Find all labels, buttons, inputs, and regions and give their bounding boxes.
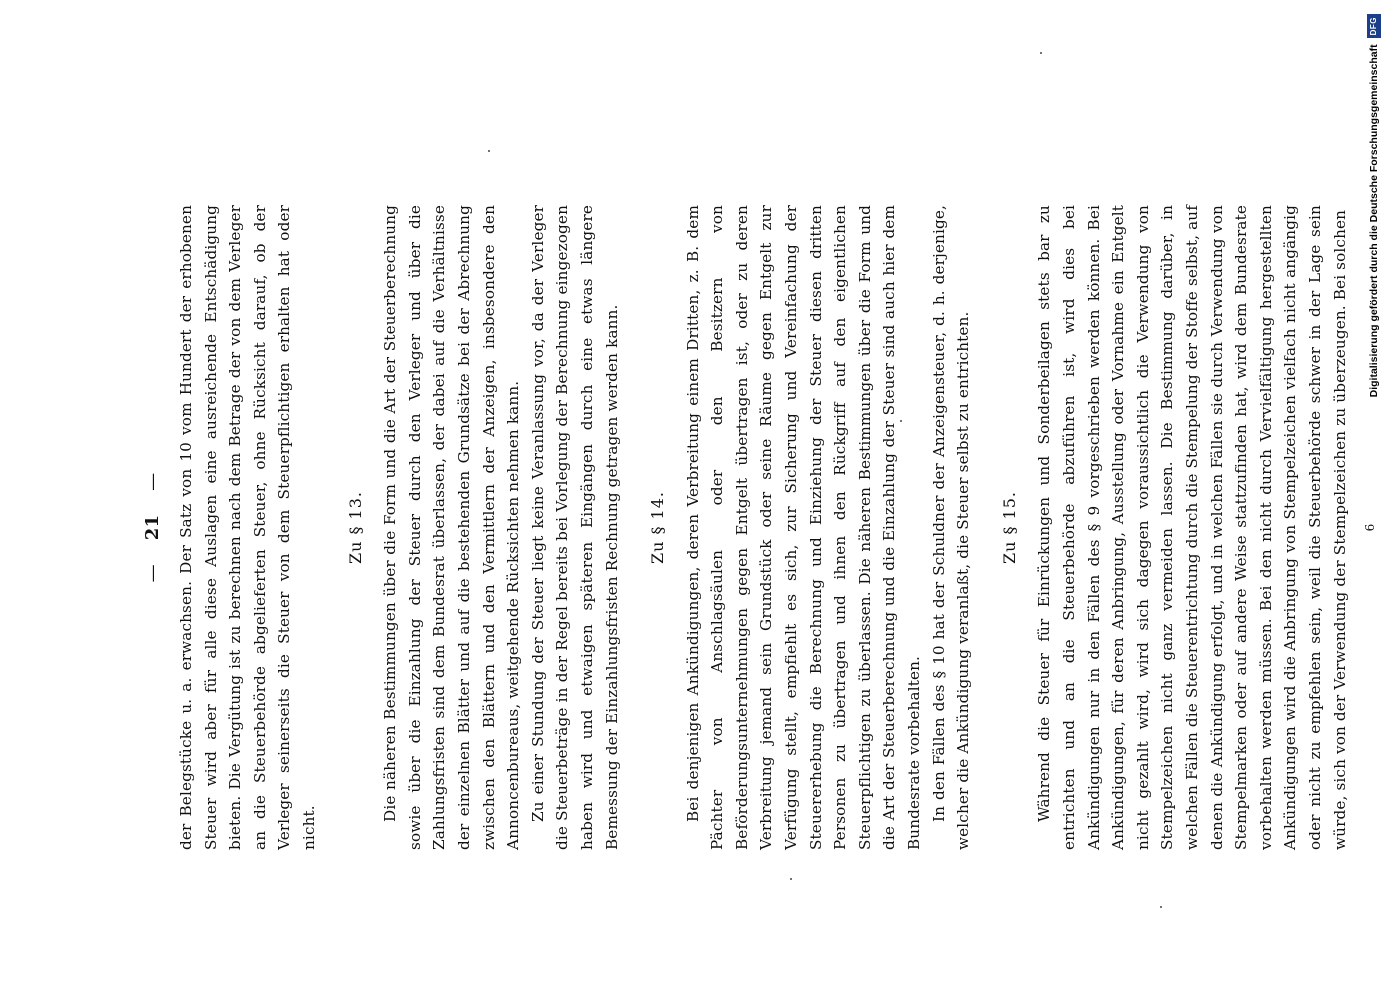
section-13-paragraph-1: Die näheren Bestimmungen über die Form und die Art der Steuerberechnung sowie über die Einzahlung der Steuer durch den Verleger und über die Zahlungsfristen sind dem Bundesrat überlassen, der dabei auf die Verhältnisse der einzelnen Blätter und auf die bestehenden Grundsätze bei der Abrechnung zwischen den Blättern und den Vermittlern der Anzeigen, insbesondere den Annoncenbureaus, weitgehende Rücksichten nehmen kann. <box>381 205 523 850</box>
scan-speck <box>488 150 490 152</box>
section-13-paragraph-2: Zu einer Stundung der Steuer liegt keine Veranlassung vor, da der Verleger die Steuerbeträge in der Regel bereits bei Vorlegung der Berechnung eingezogen haben wird und etwaigen späteren Eingängen durch eine etwas längere Bemessung der Einzahlungsfristen Rechnung getragen werden kann. <box>528 205 621 850</box>
section-heading-15: Zu § 15. <box>999 490 1019 565</box>
section-14-paragraph-1: Bei denjenigen Ankündigungen, deren Verbreitung einem Dritten, z. B. dem Pächter von Anschlagsäulen oder den Besitzern von Beförderungsunternehmungen gegen Entgelt übertragen ist, oder zu deren Verbreitung jemand sein Grundstück oder seine Räume gegen Entgelt zur Verfügung stellt, empfiehlt es sich, zur Sicherung und Vereinfachung der Steuererhebung die Berechnung und Einziehung der Steuer diesen dritten Personen zu übertragen und ihnen den Rückgriff auf den eigentlichen Steuerpflichtigen zu überlassen. Die näheren Bestimmungen über die Form und die Art der Steuerberechnung und die Einzahlung der Steuer sind auch hier dem Bundesrate vorbehalten. <box>683 205 924 850</box>
section-heading-13: Zu § 13. <box>345 490 365 565</box>
scan-speck <box>1160 906 1162 908</box>
header-dash-left: — <box>141 564 163 583</box>
section-14-paragraph-2: In den Fällen des § 10 hat der Schuldner der Anzeigensteuer, d. h. derjenige, welcher die Ankündigung veranlaßt, die Steuer selbst zu entrichten. <box>929 205 973 850</box>
digitization-credit <box>1366 8 1382 992</box>
page-number: 21 <box>141 514 163 541</box>
page-content <box>138 205 1378 850</box>
header-dash-right: — <box>141 472 163 491</box>
digitization-credit-text-wrap <box>1366 8 1382 992</box>
scan-speck <box>1040 52 1042 54</box>
dfg-logo: DFG <box>1367 14 1381 38</box>
scan-speck <box>900 420 902 422</box>
rotated-page <box>138 205 1378 850</box>
section-15-paragraph-1: Während die Steuer für Einrückungen und Sonderbeilagen stets bar zu entrichten und an die Steuerbehörde abzuführen ist, wird dies bei Ankündigungen nur in den Fällen des § 9 vorgeschrieben werden können. Bei Ankündigungen, für deren Anbringung, Ausstellung oder Vornahme ein Entgelt nicht gezahlt wird, wird sich dagegen voraussichtlich die Verwendung von Stempelzeichen nicht ganz vermeiden lassen. Die Bestimmung darüber, in welchen Fällen die Steuerentrichtung durch die Stempelung der Stoffe selbst, auf denen die Ankündigung erfolgt, und in welchen Fällen sie durch Verwendung von Stempelmarken oder auf andere Weise stattzufinden hat, wird dem Bundesrate vorbehalten werden müssen. Bei den nicht durch Vervielfältigung hergestellten Ankündigungen wird die Anbringung von Stempelzeichen vielfach nicht angängig oder nicht zu empfehlen sein, weil die Steuerbehörde schwer in der Lage sein würde, sich von der Verwendung der Stempelzeichen zu überzeugen. Bei solchen <box>1035 205 1349 850</box>
bottom-signature-mark: 6 <box>1363 523 1378 532</box>
scan-speck <box>790 878 792 880</box>
section-heading-14: Zu § 14. <box>648 490 668 565</box>
page-header <box>138 205 168 850</box>
intro-paragraph: der Belegstücke u. a. erwachsen. Der Satz von 10 vom Hundert der erhobenen Steuer wird aber für alle diese Auslagen eine ausreichende Entschädigung bieten. Die Vergütung ist zu berechnen nach dem Betrage der von dem Verleger an die Steuerbehörde abgelieferten Steuer, ohne Rücksicht darauf, ob der Verleger seinerseits die Steuer von dem Steuerpflichtigen erhalten hat oder nicht. <box>177 205 318 850</box>
digitization-credit-text: Digitalisierung gefördert durch die Deutsche Forschungsgemeinschaft <box>1368 44 1380 398</box>
